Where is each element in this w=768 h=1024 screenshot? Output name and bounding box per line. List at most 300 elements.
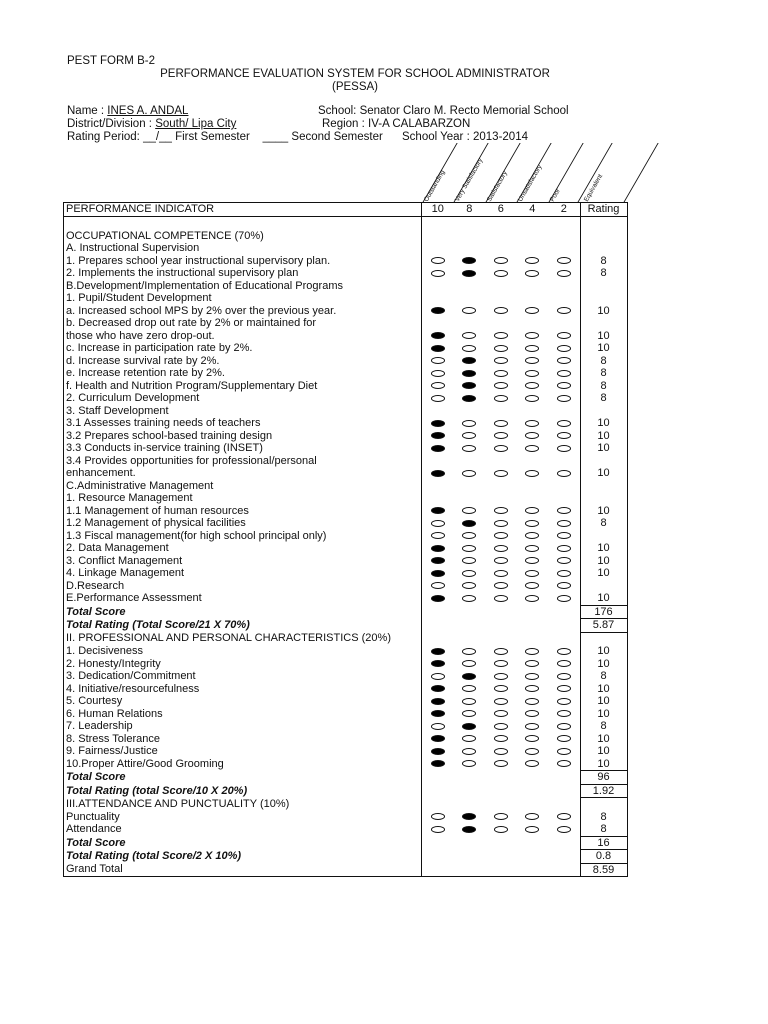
bubble-empty[interactable] — [525, 557, 539, 564]
bubble-empty[interactable] — [494, 748, 508, 755]
bubble-empty[interactable] — [494, 532, 508, 539]
indicator-label: 1.2 Management of physical facilities — [64, 517, 422, 530]
indicator-label: 2. Data Management — [64, 542, 422, 555]
table-row — [64, 632, 628, 645]
bubble-empty[interactable] — [462, 748, 476, 755]
bubble-empty[interactable] — [525, 357, 539, 364]
bubble-empty[interactable] — [525, 735, 539, 742]
table-row — [64, 658, 628, 671]
rating-cell — [485, 392, 517, 405]
bubble-filled[interactable] — [431, 735, 445, 742]
empty-cell — [454, 280, 486, 293]
rating-cell — [485, 645, 517, 658]
bubble-empty[interactable] — [557, 257, 571, 264]
rating-cell — [454, 542, 486, 555]
bubble-empty[interactable] — [525, 648, 539, 655]
bubble-empty[interactable] — [557, 648, 571, 655]
empty-cell — [517, 317, 549, 330]
bubble-filled[interactable] — [462, 673, 476, 680]
bubble-empty[interactable] — [462, 698, 476, 705]
table-row — [64, 758, 628, 771]
empty-cell — [580, 217, 627, 230]
empty-cell — [454, 405, 486, 418]
bubble-empty[interactable] — [462, 470, 476, 477]
rating-cell — [485, 342, 517, 355]
bubble-empty[interactable] — [525, 698, 539, 705]
bubble-empty[interactable] — [494, 710, 508, 717]
bubble-filled[interactable] — [431, 748, 445, 755]
bubble-empty[interactable] — [525, 660, 539, 667]
bubble-filled[interactable] — [431, 760, 445, 767]
table-row — [64, 811, 628, 824]
rating-cell — [422, 417, 454, 430]
equivalent-rating: 10 — [597, 757, 610, 770]
rating-cell — [454, 695, 486, 708]
table-row — [64, 850, 628, 864]
empty-cell — [485, 292, 517, 305]
empty-cell — [422, 836, 454, 850]
rating-cell — [517, 708, 549, 721]
rating-cell — [548, 330, 580, 343]
rating-cell — [485, 505, 517, 518]
form-title: PERFORMANCE EVALUATION SYSTEM FOR SCHOOL ADMINISTRATOR — [160, 68, 550, 80]
bubble-empty[interactable] — [462, 582, 476, 589]
equivalent-rating: 8 — [600, 254, 607, 267]
table-row — [64, 836, 628, 850]
bubble-empty[interactable] — [557, 307, 571, 314]
bubble-empty[interactable] — [525, 270, 539, 277]
bubble-filled[interactable] — [431, 648, 445, 655]
bubble-empty[interactable] — [525, 307, 539, 314]
rating-cell — [422, 542, 454, 555]
bubble-empty[interactable] — [525, 582, 539, 589]
indicator-label: 3. Conflict Management — [64, 555, 422, 568]
equivalent-rating: 10 — [597, 554, 610, 567]
rating-cell — [548, 823, 580, 836]
bubble-empty[interactable] — [494, 582, 508, 589]
bubble-empty[interactable] — [557, 595, 571, 602]
bubble-empty[interactable] — [557, 723, 571, 730]
equivalent-rating: 10 — [597, 657, 610, 670]
bubble-empty[interactable] — [462, 432, 476, 439]
bubble-filled[interactable] — [462, 826, 476, 833]
rating-cell — [485, 658, 517, 671]
bubble-empty[interactable] — [525, 470, 539, 477]
equivalent-rating: 10 — [597, 442, 610, 454]
bubble-empty[interactable] — [431, 723, 445, 730]
rating-cell — [517, 542, 549, 555]
bubble-empty[interactable] — [525, 520, 539, 527]
bubble-empty[interactable] — [494, 395, 508, 402]
indicator-label: 3. Staff Development — [64, 405, 422, 418]
table-row — [64, 771, 628, 785]
bubble-filled[interactable] — [462, 257, 476, 264]
rating-cell — [485, 442, 517, 455]
indicator-label: 4. Linkage Management — [64, 567, 422, 580]
bubble-filled[interactable] — [431, 660, 445, 667]
rating-cell — [517, 580, 549, 593]
empty-cell — [548, 771, 580, 785]
rating-cell — [454, 670, 486, 683]
empty-cell — [580, 480, 627, 493]
table-row — [64, 442, 628, 455]
table-row — [64, 863, 628, 877]
bubble-empty[interactable] — [557, 445, 571, 452]
indicator-label: Punctuality — [64, 811, 422, 824]
bubble-empty[interactable] — [462, 532, 476, 539]
bubble-empty[interactable] — [462, 710, 476, 717]
rating-cell — [517, 658, 549, 671]
bubble-empty[interactable] — [557, 748, 571, 755]
table-row — [64, 480, 628, 493]
bubble-filled[interactable] — [462, 395, 476, 402]
bubble-filled[interactable] — [431, 307, 445, 314]
bubble-empty[interactable] — [525, 332, 539, 339]
empty-cell — [422, 863, 454, 877]
empty-cell — [485, 798, 517, 811]
scale-value-header: 4 — [517, 203, 549, 217]
bubble-empty[interactable] — [557, 332, 571, 339]
bubble-empty[interactable] — [525, 685, 539, 692]
bubble-empty[interactable] — [525, 570, 539, 577]
bubble-filled[interactable] — [431, 698, 445, 705]
bubble-empty[interactable] — [494, 470, 508, 477]
rating-cell — [517, 417, 549, 430]
indicator-label: f. Health and Nutrition Program/Supplementary Diet — [64, 380, 422, 393]
bubble-empty[interactable] — [494, 698, 508, 705]
rating-cell — [422, 658, 454, 671]
region-value: IV-A CALABARZON — [368, 118, 471, 130]
bubble-empty[interactable] — [494, 673, 508, 680]
bubble-empty[interactable] — [557, 735, 571, 742]
bubble-empty[interactable] — [431, 370, 445, 377]
bubble-empty[interactable] — [557, 357, 571, 364]
bubble-empty[interactable] — [494, 826, 508, 833]
rating-cell — [454, 430, 486, 443]
bubble-filled[interactable] — [431, 557, 445, 564]
bubble-empty[interactable] — [462, 445, 476, 452]
bubble-empty[interactable] — [431, 395, 445, 402]
bubble-empty[interactable] — [494, 420, 508, 427]
bubble-empty[interactable] — [494, 545, 508, 552]
bubble-filled[interactable] — [462, 370, 476, 377]
bubble-empty[interactable] — [494, 813, 508, 820]
bubble-empty[interactable] — [494, 445, 508, 452]
rating-cell — [422, 330, 454, 343]
equivalent-rating: 10 — [597, 645, 610, 657]
bubble-filled[interactable] — [462, 382, 476, 389]
bubble-empty[interactable] — [557, 270, 571, 277]
bubble-filled[interactable] — [431, 685, 445, 692]
empty-cell — [454, 850, 486, 864]
table-row — [64, 784, 628, 798]
table-row — [64, 242, 628, 255]
rating-cell — [422, 708, 454, 721]
bubble-empty[interactable] — [494, 723, 508, 730]
bubble-filled[interactable] — [462, 520, 476, 527]
indicator-label: Total Rating (total Score/10 X 20%) — [64, 784, 422, 798]
bubble-filled[interactable] — [431, 332, 445, 339]
scale-value-header: 8 — [454, 203, 486, 217]
bubble-empty[interactable] — [462, 307, 476, 314]
bubble-empty[interactable] — [525, 813, 539, 820]
rating-cell — [422, 555, 454, 568]
bubble-empty[interactable] — [525, 595, 539, 602]
bubble-empty[interactable] — [525, 395, 539, 402]
bubble-empty[interactable] — [525, 445, 539, 452]
rating-cell — [548, 811, 580, 824]
rating-cell — [422, 733, 454, 746]
bubble-filled[interactable] — [462, 357, 476, 364]
bubble-empty[interactable] — [494, 595, 508, 602]
table-row — [64, 580, 628, 593]
rating-cell — [548, 380, 580, 393]
bubble-empty[interactable] — [494, 270, 508, 277]
table-row — [64, 217, 628, 230]
rating-cell — [517, 392, 549, 405]
table-row — [64, 695, 628, 708]
bubble-empty[interactable] — [431, 826, 445, 833]
bubble-empty[interactable] — [557, 382, 571, 389]
bubble-empty[interactable] — [557, 760, 571, 767]
bubble-filled[interactable] — [462, 270, 476, 277]
rating-cell — [548, 467, 580, 480]
bubble-empty[interactable] — [494, 370, 508, 377]
bubble-empty[interactable] — [525, 673, 539, 680]
bubble-empty[interactable] — [431, 673, 445, 680]
bubble-empty[interactable] — [557, 532, 571, 539]
rating-cell — [548, 305, 580, 318]
bubble-empty[interactable] — [525, 748, 539, 755]
rating-cell — [517, 555, 549, 568]
bubble-filled[interactable] — [431, 595, 445, 602]
bubble-empty[interactable] — [557, 520, 571, 527]
bubble-empty[interactable] — [557, 710, 571, 717]
rating-cell — [548, 355, 580, 368]
bubble-empty[interactable] — [494, 760, 508, 767]
bubble-empty[interactable] — [557, 432, 571, 439]
rating-cell — [422, 505, 454, 518]
indicator-label: 5. Courtesy — [64, 695, 422, 708]
bubble-empty[interactable] — [462, 760, 476, 767]
rating-cell — [517, 530, 549, 543]
bubble-empty[interactable] — [462, 735, 476, 742]
bubble-empty[interactable] — [557, 826, 571, 833]
bubble-empty[interactable] — [494, 382, 508, 389]
bubble-empty[interactable] — [431, 357, 445, 364]
bubble-empty[interactable] — [462, 648, 476, 655]
bubble-filled[interactable] — [462, 723, 476, 730]
bubble-empty[interactable] — [494, 660, 508, 667]
bubble-empty[interactable] — [557, 698, 571, 705]
bubble-empty[interactable] — [557, 570, 571, 577]
empty-cell — [454, 480, 486, 493]
indicator-label: D.Research — [64, 580, 422, 593]
bubble-filled[interactable] — [431, 710, 445, 717]
rating-cell — [517, 695, 549, 708]
bubble-empty[interactable] — [431, 382, 445, 389]
table-row — [64, 567, 628, 580]
bubble-empty[interactable] — [494, 507, 508, 514]
empty-cell — [422, 798, 454, 811]
empty-cell — [454, 605, 486, 619]
bubble-empty[interactable] — [557, 470, 571, 477]
bubble-filled[interactable] — [462, 813, 476, 820]
bubble-empty[interactable] — [557, 420, 571, 427]
rating-cell — [454, 745, 486, 758]
bubble-empty[interactable] — [462, 507, 476, 514]
scale-value-header: 2 — [548, 203, 580, 217]
equivalent-rating: 8 — [600, 392, 607, 404]
bubble-empty[interactable] — [557, 370, 571, 377]
bubble-empty[interactable] — [462, 420, 476, 427]
rating-cell — [517, 567, 549, 580]
bubble-empty[interactable] — [557, 582, 571, 589]
indicator-label — [64, 217, 422, 230]
bubble-empty[interactable] — [525, 545, 539, 552]
rating-cell — [485, 745, 517, 758]
rating-cell — [422, 683, 454, 696]
bubble-empty[interactable] — [431, 257, 445, 264]
table-row — [64, 417, 628, 430]
bubble-empty[interactable] — [494, 648, 508, 655]
equivalent-rating — [580, 580, 627, 593]
rating-cell — [422, 517, 454, 530]
bubble-filled[interactable] — [431, 432, 445, 439]
table-row — [64, 798, 628, 811]
bubble-empty[interactable] — [525, 723, 539, 730]
bubble-empty[interactable] — [525, 507, 539, 514]
evaluation-table — [63, 202, 628, 877]
empty-cell — [454, 230, 486, 243]
empty-cell — [454, 771, 486, 785]
empty-cell — [517, 217, 549, 230]
bubble-empty[interactable] — [494, 685, 508, 692]
bubble-filled[interactable] — [431, 345, 445, 352]
rating-cell — [548, 542, 580, 555]
rating-cell — [422, 670, 454, 683]
rating-cell — [548, 592, 580, 605]
rating-cell — [548, 708, 580, 721]
bubble-empty[interactable] — [494, 357, 508, 364]
bubble-empty[interactable] — [494, 432, 508, 439]
empty-cell — [580, 455, 627, 468]
indicator-label: 3. Dedication/Commitment — [64, 670, 422, 683]
bubble-empty[interactable] — [525, 420, 539, 427]
bubble-empty[interactable] — [557, 395, 571, 402]
bubble-empty[interactable] — [525, 370, 539, 377]
bubble-empty[interactable] — [557, 507, 571, 514]
bubble-empty[interactable] — [557, 673, 571, 680]
bubble-empty[interactable] — [557, 813, 571, 820]
bubble-empty[interactable] — [494, 257, 508, 264]
bubble-empty[interactable] — [462, 685, 476, 692]
rating-cell — [454, 733, 486, 746]
bubble-empty[interactable] — [462, 345, 476, 352]
bubble-empty[interactable] — [494, 520, 508, 527]
empty-cell — [517, 292, 549, 305]
bubble-empty[interactable] — [431, 582, 445, 589]
empty-cell — [580, 317, 627, 330]
bubble-empty[interactable] — [525, 432, 539, 439]
empty-cell — [422, 217, 454, 230]
rating-cell — [517, 467, 549, 480]
rating-cell — [485, 708, 517, 721]
indicator-label: 3.3 Conducts in-service training (INSET) — [64, 442, 422, 455]
bubble-empty[interactable] — [557, 660, 571, 667]
bubble-filled[interactable] — [431, 570, 445, 577]
bubble-filled[interactable] — [431, 507, 445, 514]
rating-cell — [548, 392, 580, 405]
bubble-empty[interactable] — [494, 557, 508, 564]
bubble-filled[interactable] — [431, 420, 445, 427]
bubble-empty[interactable] — [525, 345, 539, 352]
bubble-empty[interactable] — [462, 557, 476, 564]
table-row — [64, 305, 628, 318]
bubble-empty[interactable] — [431, 520, 445, 527]
bubble-empty[interactable] — [557, 557, 571, 564]
equivalent-rating: 10 — [597, 592, 610, 604]
bubble-empty[interactable] — [494, 735, 508, 742]
bubble-empty[interactable] — [462, 332, 476, 339]
bubble-empty[interactable] — [431, 532, 445, 539]
bubble-empty[interactable] — [525, 826, 539, 833]
bubble-empty[interactable] — [494, 570, 508, 577]
bubble-empty[interactable] — [494, 307, 508, 314]
bubble-empty[interactable] — [462, 570, 476, 577]
rating-cell — [454, 417, 486, 430]
empty-cell — [548, 798, 580, 811]
bubble-empty[interactable] — [462, 660, 476, 667]
bubble-filled[interactable] — [431, 545, 445, 552]
indicator-label: 2. Implements the instructional supervisory plan — [64, 267, 422, 280]
empty-cell — [580, 632, 627, 645]
bubble-empty[interactable] — [557, 345, 571, 352]
bubble-empty[interactable] — [494, 345, 508, 352]
bubble-empty[interactable] — [525, 532, 539, 539]
region-row — [322, 118, 470, 130]
bubble-empty[interactable] — [431, 813, 445, 820]
equivalent-rating: 10 — [597, 467, 610, 479]
bubble-filled[interactable] — [431, 445, 445, 452]
empty-cell — [422, 619, 454, 633]
indicator-label: e. Increase retention rate by 2%. — [64, 367, 422, 380]
bubble-empty[interactable] — [494, 332, 508, 339]
equivalent-rating: 8 — [600, 517, 607, 529]
rating-cell — [454, 555, 486, 568]
bubble-empty[interactable] — [525, 760, 539, 767]
indicator-label: a. Increased school MPS by 2% over the previous year. — [64, 305, 422, 318]
bubble-empty[interactable] — [462, 595, 476, 602]
rating-cell — [548, 367, 580, 380]
bubble-empty[interactable] — [525, 382, 539, 389]
rating-cell — [548, 342, 580, 355]
bubble-filled[interactable] — [431, 470, 445, 477]
empty-cell — [422, 230, 454, 243]
bubble-empty[interactable] — [462, 545, 476, 552]
bubble-empty[interactable] — [431, 270, 445, 277]
rating-cell — [548, 255, 580, 268]
equivalent-rating: 10 — [597, 429, 610, 442]
equivalent-rating: 8 — [600, 379, 607, 392]
table-row — [64, 505, 628, 518]
bubble-empty[interactable] — [525, 257, 539, 264]
bubble-empty[interactable] — [557, 545, 571, 552]
bubble-empty[interactable] — [557, 685, 571, 692]
empty-cell — [517, 492, 549, 505]
bubble-empty[interactable] — [525, 710, 539, 717]
rating-cell — [485, 417, 517, 430]
